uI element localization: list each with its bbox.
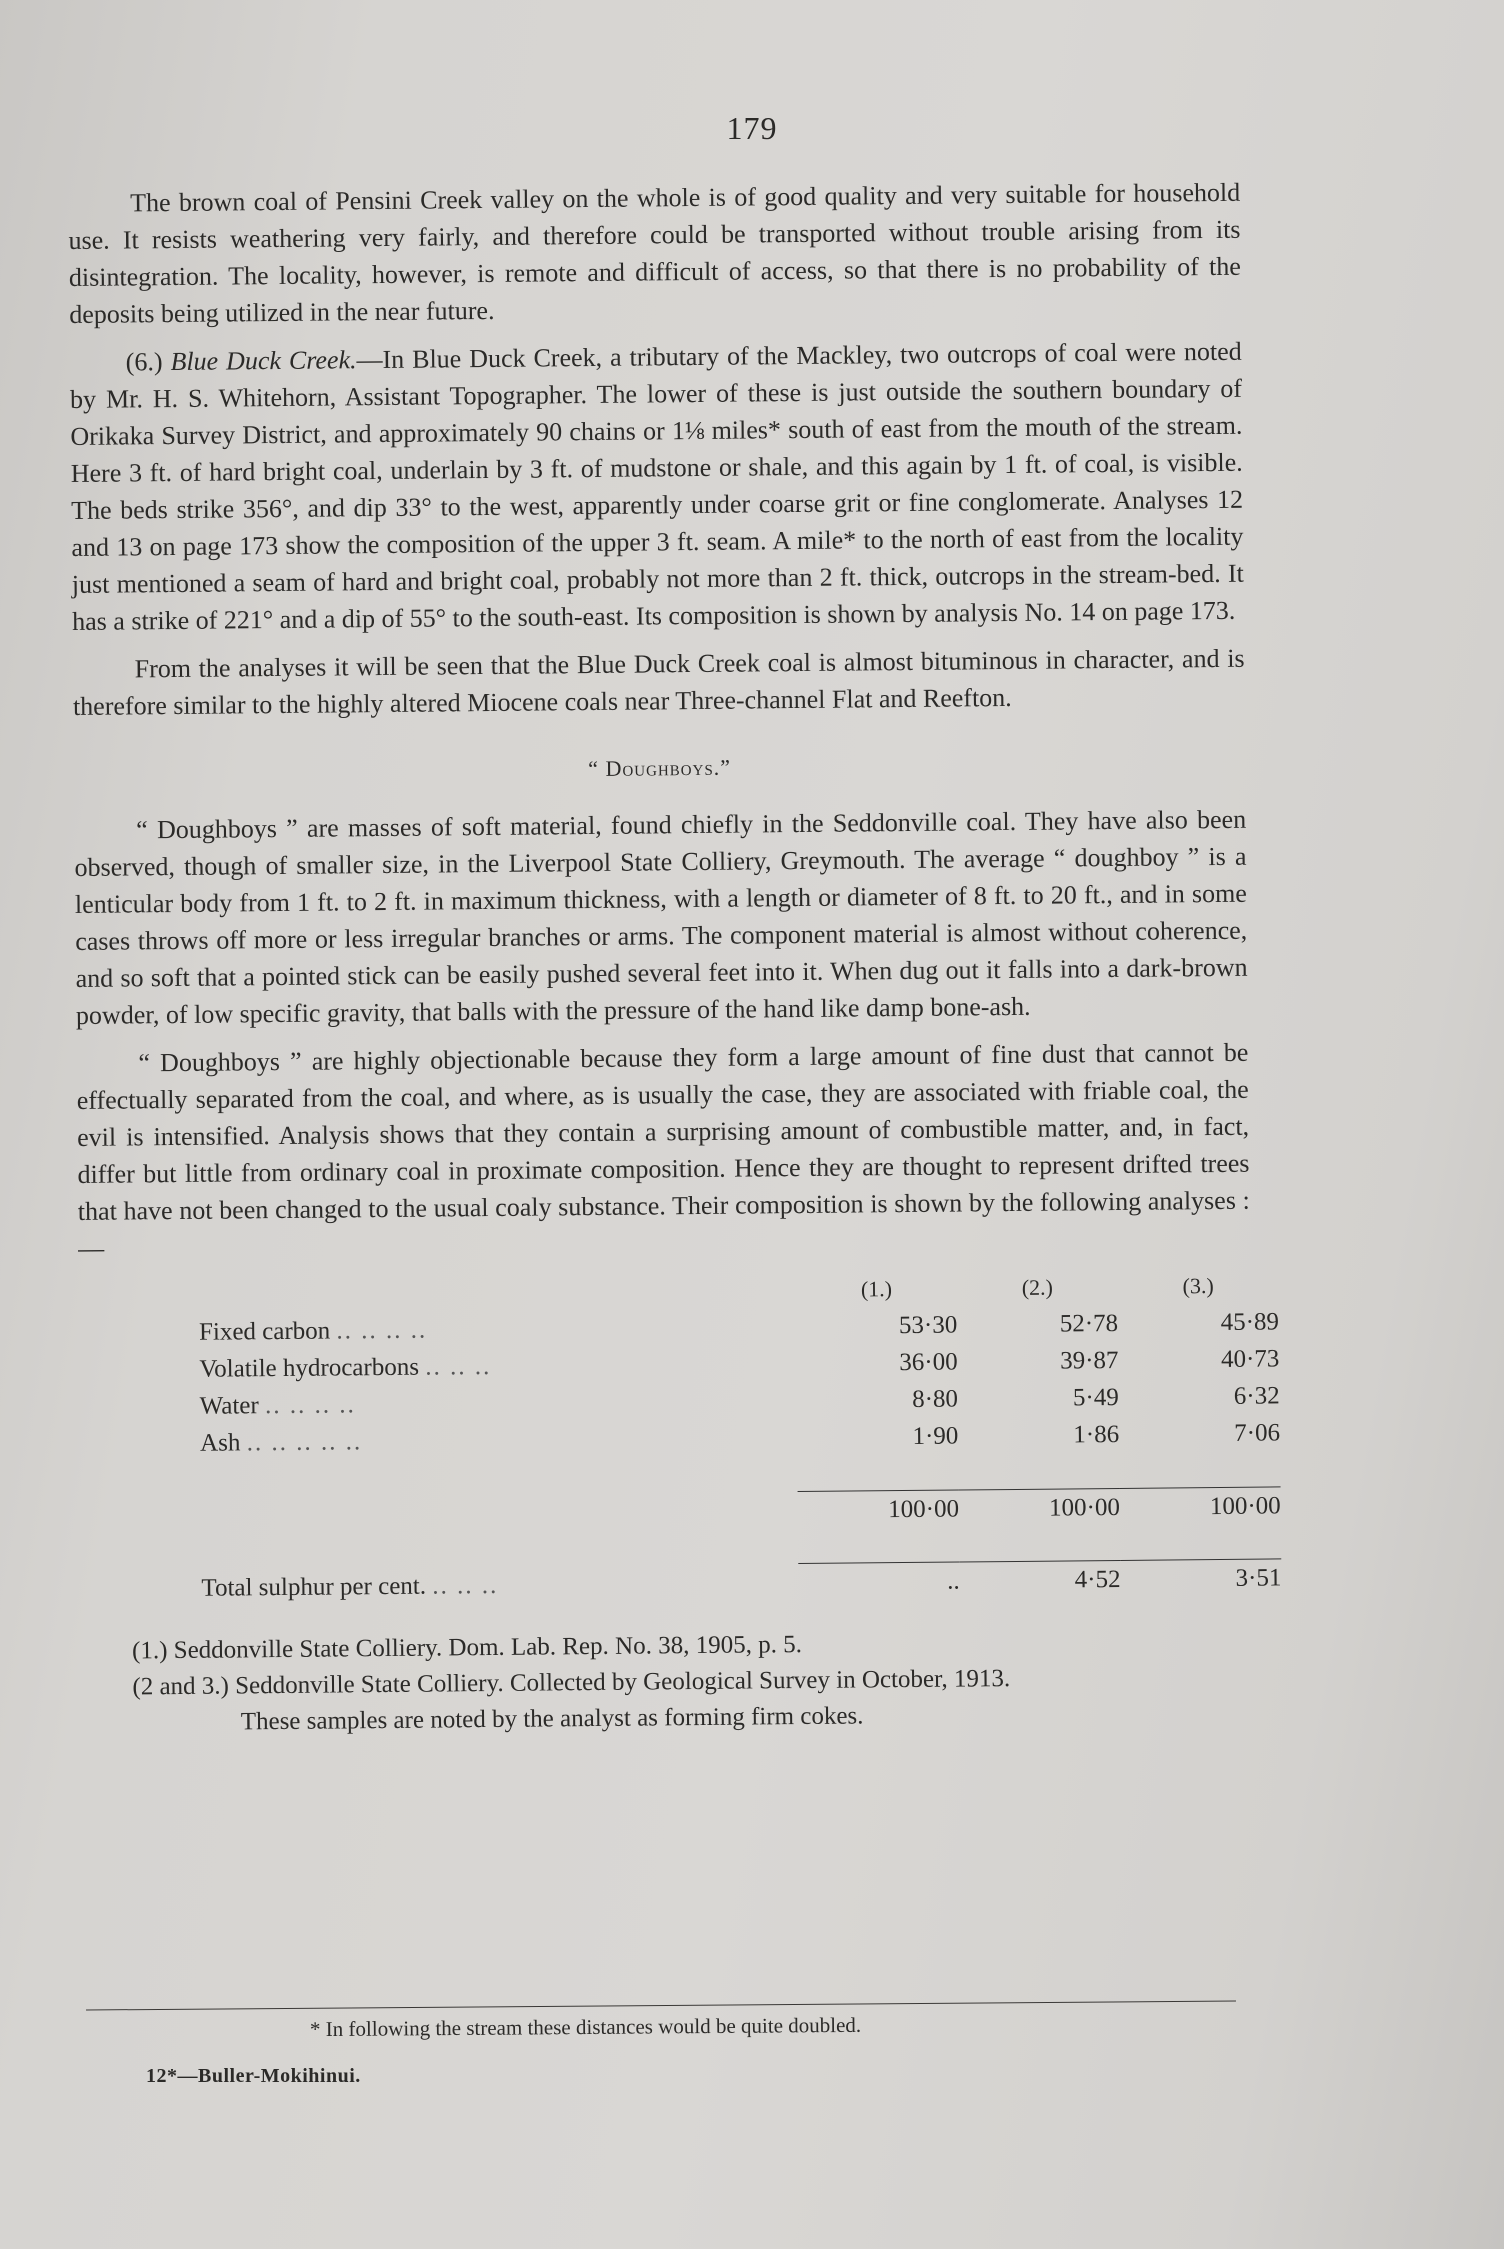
table-note: These samples are noted by the analyst as forming firm cokes.: [240, 1702, 864, 1736]
section-title: Blue Duck Creek.: [170, 345, 357, 377]
column-header: (2.): [1021, 1274, 1054, 1300]
signature-mark: 12*—Buller-Mokihinui.: [146, 2065, 361, 2087]
cell-value: 1·90: [912, 1422, 959, 1450]
leader-dots: .. .. .. ..: [264, 1391, 356, 1420]
cell-value: 4·52: [1074, 1565, 1121, 1594]
cell-value: 3·51: [1235, 1564, 1282, 1592]
column-header: (3.): [1182, 1273, 1214, 1299]
total-value: 100·00: [1048, 1493, 1120, 1522]
cell-value: 45·89: [1220, 1308, 1280, 1336]
paragraph-doughboys-objection: “ Doughboys ” are highly objectionable because they form a large amount of fine dust that cannot be effectually separated from the coal, and where, as is usually the case, they are associated with friable coal, the evil is intensified. Analysis shows that they contain a surprising amount of combustible matter, and, in fact, differ but little from ordinary coal in proximate composition. Hence they are thought to represent drifted trees that have not been changed to the usual coaly substance. Their composition is shown by the following analyses :—: [76, 1037, 1250, 1263]
section-body: —In Blue Duck Creek, a tributary of the Mackley, two outcrops of coal were noted by Mr. H. S. Whitehorn, Assistant Topographer. The lower of these is just outside the southern boundary of Orikaka Survey District, and approximately 90 chains or 1⅛ miles* south of east from the mouth of the stream. Here 3 ft. of hard bright coal, underlain by 3 ft. of mudstone or shale, and this again by 1 ft. of coal, is visible. The beds strike 356°, and dip 33° to the west, apparently under coarse grit or fine conglomerate. Analyses 12 and 13 on page 173 show the composition of the upper 3 ft. seam. A mile* to the north of east from the locality just mentioned a seam of hard and bright coal, probably not more than 2 ft. thick, outcrops in the stream-bed. It has a strike of 221° and a dip of 55° to the south-east. Its composition is shown by analysis No. 14 on page 173.: [69, 336, 1244, 636]
cell-value: 39·87: [1060, 1346, 1119, 1375]
cell-value: ..: [947, 1567, 960, 1595]
section-heading-doughboys: “ Doughboys.”: [588, 754, 732, 782]
cell-value: 1·86: [1073, 1420, 1120, 1449]
column-header: (1.): [860, 1276, 893, 1302]
text-block: [68, 174, 1282, 1742]
paragraph-blue-duck-creek: [70, 333, 1245, 640]
paragraph-doughboys-description: “ Doughboys ” are masses of soft material, found chiefly in the Seddonville coal. They have also been observed, though of smaller size, in the Liverpool State Colliery, Greymouth. The average “ doughboy ” is a lenticular body from 1 ft. to 2 ft. in maximum thickness, with a length or diameter of 8 ft. to 20 ft., and in some cases throws off more or less irregular branches or arms. The component material is almost without coherence, and so soft that a pointed stick can be easily pushed several feet into it. When dug out it falls into a dark-brown powder, of low specific gravity, that balls with the pressure of the hand like damp bone-ash.: [74, 804, 1248, 1030]
row-label: Total sulphur per cent.: [201, 1572, 427, 1602]
page-number: 179: [726, 110, 778, 146]
total-value: 100·00: [888, 1495, 960, 1523]
leader-dots: .. .. .. .. ..: [246, 1428, 363, 1457]
table-note: (2 and 3.) Seddonville State Colliery. Collected by Geological Survey in October, 1913.: [132, 1665, 1011, 1701]
cell-value: 8·80: [912, 1385, 959, 1413]
paragraph-pensini-creek: The brown coal of Pensini Creek valley on the whole is of good quality and very suitable for household use. It resists weathering very fairly, and therefore could be transported without trouble arising from its disintegration. The locality, however, is remote and difficult of access, so that there is no probability of the deposits being utilized in the near future.: [68, 177, 1241, 329]
row-label: Water: [199, 1392, 259, 1420]
cell-value: 36·00: [899, 1348, 958, 1377]
leader-dots: .. .. .. ..: [336, 1316, 428, 1345]
leader-dots: .. .. ..: [432, 1571, 499, 1600]
paragraph-analyses-conclusion: From the analyses it will be seen that the Blue Duck Creek coal is almost bituminous in character, and is therefore similar to the highly altered Miocene coals near Three-channel Flat and Reefton.: [72, 643, 1245, 721]
cell-value: 52·78: [1059, 1309, 1119, 1338]
footnote: * In following the stream these distances would be quite doubled.: [309, 2012, 862, 2042]
row-label: Fixed carbon: [198, 1317, 331, 1346]
footnote-rule: [86, 2000, 1236, 2010]
row-label: Volatile hydrocarbons: [199, 1353, 420, 1383]
section-number: (6.): [125, 347, 163, 377]
table-note: (1.) Seddonville State Colliery. Dom. Lab. Rep. No. 38, 1905, p. 5.: [131, 1631, 803, 1665]
total-value: 100·00: [1209, 1491, 1281, 1520]
cell-value: 7·06: [1234, 1419, 1281, 1447]
analysis-table: [198, 1266, 1281, 1606]
cell-value: 5·49: [1072, 1383, 1119, 1412]
row-label: Ash: [199, 1429, 241, 1457]
cell-value: 53·30: [898, 1311, 958, 1340]
cell-value: 40·73: [1220, 1345, 1280, 1373]
leader-dots: .. .. ..: [425, 1352, 492, 1381]
table-notes: [82, 1623, 1255, 1742]
cell-value: 6·32: [1233, 1382, 1280, 1410]
